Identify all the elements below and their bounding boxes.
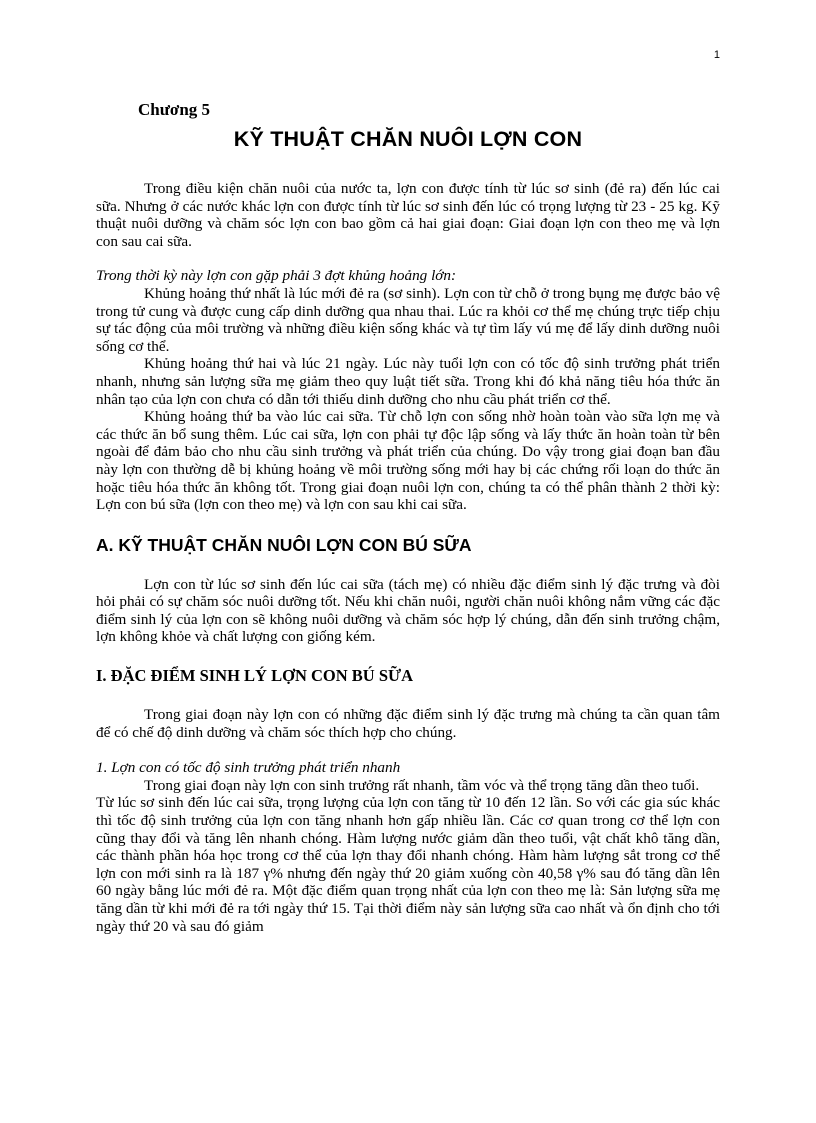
crisis-paragraph-2: Khủng hoảng thứ hai và lúc 21 ngày. Lúc này tuổi lợn con có tốc độ sinh trưởng phát triển nhanh, nhưng sản lượng sữa mẹ giảm theo quy luật tiết sữa. Trong khi đó khả năng tiêu hóa thức ăn nhân tạo của lợn con chưa có dẫn tới thiếu dinh dưỡng cho nhu cầu phát triển cơ thể. <box>96 355 720 408</box>
section-a-paragraph: Lợn con từ lúc sơ sinh đến lúc cai sữa (tách mẹ) có nhiều đặc điểm sinh lý đặc trưng và đòi hỏi phải có sự chăm sóc nuôi dưỡng tốt. Nếu khi chăn nuôi, người chăn nuôi không nắm vững các đặc điểm sinh lý của lợn con sẽ không nuôi dưỡng và chăm sóc hợp lý chúng, dẫn đến sinh trưởng chậm, lợn không khỏe và chất lượng con giống kém. <box>96 575 720 646</box>
chapter-label: Chương 5 <box>138 100 211 119</box>
subsection-1-heading: 1. Lợn con có tốc độ sinh trưởng phát triển nhanh <box>96 759 401 777</box>
crisis-intro: Trong thời kỳ này lợn con gặp phải 3 đợt khủng hoảng lớn: <box>96 267 457 285</box>
page-number: 1 <box>713 49 720 61</box>
subsection-1-paragraph-2: Từ lúc sơ sinh đến lúc cai sữa, trọng lượng của lợn con tăng từ 10 đến 12 lần. So với các gia súc khác thì tốc độ sinh trưởng của lợn con tăng nhanh hơn gấp nhiều lần. Các cơ quan trong cơ thể lợn con cũng thay đổi và tăng lên nhanh chóng. Hàm lượng nước giảm dần theo tuổi, vật chất khô tăng dần, các thành phần hóa học trong cơ thể của lợn thay đổi nhanh chóng. Hàm hàm lượng sắt trong cơ thể lợn con mới sinh ra là 187 γ% nhưng đến ngày thứ 20 giảm xuống còn 40,58 γ% sau đó tăng dần lên 60 ngày bằng lúc mới đẻ ra. Một đặc điểm quan trọng nhất của lợn con theo mẹ là: Sản lượng sữa mẹ tăng dần từ khi mới đẻ ra tới ngày thứ 15. Tại thời điểm này sản lượng sữa cao nhất và ổn định cho tới ngày thứ 20 và sau đó giảm <box>96 794 720 935</box>
section-i-heading: I. ĐẶC ĐIỂM SINH LÝ LỢN CON BÚ SỮA <box>96 666 414 686</box>
crisis-paragraph-1: Khủng hoảng thứ nhất là lúc mới đẻ ra (sơ sinh). Lợn con từ chỗ ở trong bụng mẹ được bảo vệ trong tử cung và được cung cấp dinh dưỡng qua nhau thai. Lúc ra khỏi cơ thể mẹ chúng trực tiếp chịu sự tác động của môi trường và những điều kiện sống khác và tự tìm lấy vú mẹ để lấy dinh dưỡng nuôi sống cơ thể. <box>96 284 720 355</box>
page-content <box>96 100 720 935</box>
crisis-paragraph-3: Khủng hoảng thứ ba vào lúc cai sữa. Từ chỗ lợn con sống nhờ hoàn toàn vào sữa lợn mẹ và các thức ăn bổ sung thêm. Lúc cai sữa, lợn con phải tự độc lập sống và lấy thức ăn hoàn toàn từ bên ngoài để đảm bảo cho nhu cầu sinh trưởng và phát triển của chúng. Do vậy trong giai đoạn ban đầu này lợn con thường dễ bị khủng hoảng về môi trường sống mới hay bị các chứng rối loạn do thức ăn hoặc tiêu hóa thức ăn không tốt. Trong giai đoạn nuôi lợn con, chúng ta có thể phân thành 2 thời kỳ: Lợn con bú sữa (lợn con theo mẹ) và lợn con sau khi cai sữa. <box>96 408 720 514</box>
subsection-1-paragraph-1: Trong giai đoạn này lợn con sinh trưởng rất nhanh, tầm vóc và thể trọng tăng dần theo tuổi. <box>144 776 700 794</box>
chapter-title: KỸ THUẬT CHĂN NUÔI LỢN CON <box>233 127 583 151</box>
section-i-paragraph: Trong giai đoạn này lợn con có những đặc điểm sinh lý đặc trưng mà chúng ta cần quan tâm để có chế độ dinh dưỡng và chăm sóc thích hợp cho chúng. <box>96 706 720 741</box>
section-a-heading: A. KỸ THUẬT CHĂN NUÔI LỢN CON BÚ SỮA <box>96 534 472 555</box>
intro-paragraph: Trong điều kiện chăn nuôi của nước ta, lợn con được tính từ lúc sơ sinh (đẻ ra) đến lúc cai sữa. Nhưng ở các nước khác lợn con được tính từ lúc sơ sinh đến lúc có trọng lượng từ 23 - 25 kg. Kỹ thuật nuôi dưỡng và chăm sóc lợn con bao gồm cả hai giai đoạn: Giai đoạn lợn con theo mẹ và lợn con sau cai sữa. <box>96 180 720 250</box>
